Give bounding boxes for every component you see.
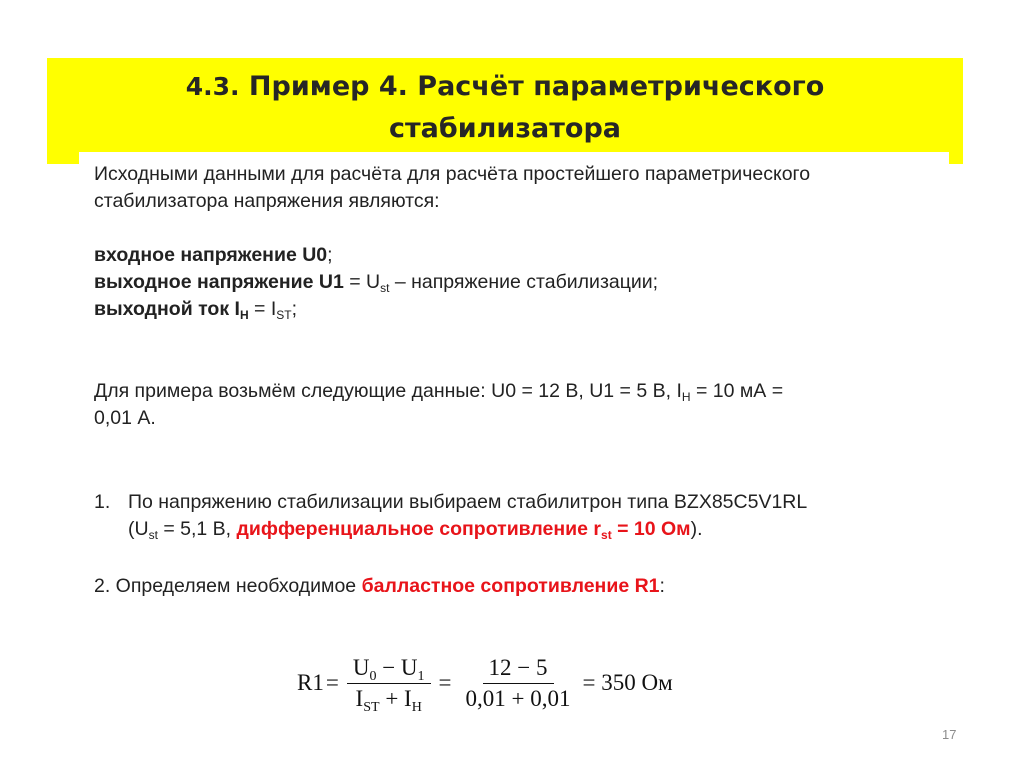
example-line-1-b: = 10 мА = (690, 380, 784, 402)
step-1-line-2-b: = 5,1 В, (157, 518, 237, 540)
step-2-text: 2. Определяем необходимое (94, 575, 362, 597)
formula-result: = 350 Ом (582, 670, 673, 695)
formula-numerator-symbolic (347, 653, 431, 684)
den-plus-i: + I (379, 685, 412, 711)
formula-fraction-symbolic (347, 653, 431, 714)
num-u-sub-1: 1 (417, 668, 425, 684)
step-1-paragraph (94, 489, 807, 543)
title-line-1 (47, 66, 963, 108)
den-i-sub-h: Н (411, 699, 422, 715)
diff-res-text: дифференциальное сопротивление r (236, 518, 602, 540)
intro-paragraph (94, 161, 810, 215)
formula-lhs: R1 (297, 670, 324, 695)
intro-line-2: стабилизатора напряжения являются: (94, 190, 440, 212)
example-line-1 (94, 378, 783, 405)
input-voltage-line (94, 242, 658, 269)
step-1-line-2 (94, 516, 807, 543)
output-voltage-sub: st (380, 281, 390, 295)
diff-res-value: = 10 Ом (611, 518, 691, 540)
output-voltage-line (94, 269, 658, 296)
input-data-list (94, 242, 658, 323)
output-current-sub: ST (276, 308, 292, 322)
output-current-eq: = I (248, 298, 277, 320)
step-2-tail: : (659, 575, 665, 597)
example-line-2: 0,01 А. (94, 407, 156, 429)
title-line-2: стабилизатора (389, 113, 621, 144)
formula-numerator-numeric: 12 − 5 (483, 653, 554, 684)
ballast-resistance-highlight: балластное сопротивление R1 (361, 575, 660, 597)
formula-denominator-symbolic (350, 684, 428, 714)
step-1-text: По напряжению стабилизации выбираем стабилитрон типа BZX85C5V1RL (128, 491, 808, 513)
step-1-line-2-c: ). (690, 518, 703, 540)
title-number: 4.3. (185, 72, 240, 101)
output-current-label: выходной ток I (94, 298, 240, 320)
output-current-line (94, 296, 658, 323)
differential-resistance-highlight (237, 518, 691, 540)
output-voltage-eq: = U (343, 271, 381, 293)
input-voltage-tail: ; (327, 244, 333, 266)
example-paragraph (94, 378, 783, 432)
output-current-tail: ; (291, 298, 298, 320)
step-1-number: 1. (94, 491, 111, 513)
page-number: 17 (942, 727, 957, 742)
den-i: I (355, 685, 364, 711)
example-line-1-sub: H (681, 390, 691, 404)
formula-denominator-numeric: 0,01 + 0,01 (465, 685, 571, 711)
title-text: Пример 4. Расчёт параметрического (248, 71, 825, 102)
example-line-1-a: Для примера возьмём следующие данные: U0 = 12 В, U1 = 5 В, I (94, 380, 682, 402)
den-i-sub-st: ST (363, 699, 380, 715)
step-1-line-2-a: (U (128, 518, 149, 540)
num-u-sub-0: 0 (369, 668, 377, 684)
formula-equals-1: = (325, 670, 339, 695)
formula-fraction-numeric (460, 653, 577, 714)
slide-title (47, 66, 963, 150)
intro-line-1: Исходными данными для расчёта для расчёта простейшего параметрического (94, 163, 811, 185)
input-voltage-label: входное напряжение U0 (94, 244, 328, 266)
step-2-paragraph (94, 573, 665, 600)
num-minus-u: − U (376, 654, 418, 680)
step-1-line-2-sub: st (148, 528, 158, 542)
output-voltage-label: выходное напряжение U1 (94, 271, 344, 293)
output-current-label-sub: H (239, 308, 249, 322)
output-voltage-tail: – напряжение стабилизации; (389, 271, 659, 293)
step-1-line-1 (94, 489, 807, 516)
num-u: U (352, 654, 370, 680)
formula-equals-2: = (438, 670, 452, 695)
diff-res-sub: st (601, 528, 612, 542)
ballast-resistance-formula (297, 648, 673, 718)
